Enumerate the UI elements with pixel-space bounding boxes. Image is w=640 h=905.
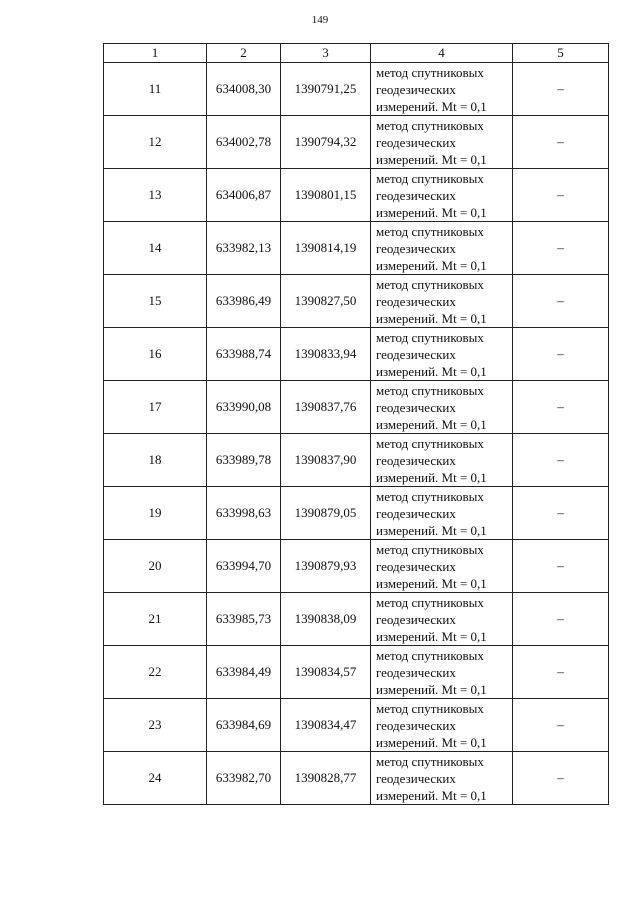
method-text-line: измерений. Mt = 0,1 [376,310,487,326]
method-text-line: измерений. Mt = 0,1 [376,681,487,697]
note-cell: – [513,593,609,646]
table-row [104,699,609,752]
method-text-line: измерений. Mt = 0,1 [376,204,487,220]
method-text-line: метод спутниковых [376,382,484,398]
method-text-line: геодезических [376,346,456,362]
point-number-cell: 16 [104,328,207,381]
method-text-line: геодезических [376,717,456,733]
y-coordinate-cell: 1390801,15 [281,169,371,222]
method-text-line: геодезических [376,240,456,256]
y-coordinate-cell: 1390794,32 [281,116,371,169]
table-row [104,752,609,805]
x-coordinate-cell: 633984,49 [207,646,281,699]
point-number-cell: 18 [104,434,207,487]
y-coordinate-cell: 1390837,90 [281,434,371,487]
y-coordinate-cell: 1390834,47 [281,699,371,752]
note-cell: – [513,222,609,275]
column-header-3: 3 [281,44,371,63]
method-text-line: метод спутниковых [376,647,484,663]
method-text-line: геодезических [376,558,456,574]
method-text-line: метод спутниковых [376,541,484,557]
x-coordinate-cell: 633985,73 [207,593,281,646]
method-text-line: метод спутниковых [376,223,484,239]
y-coordinate-cell: 1390834,57 [281,646,371,699]
method-text-line: метод спутниковых [376,594,484,610]
x-coordinate-cell: 634008,30 [207,63,281,116]
note-cell: – [513,752,609,805]
table-row [104,434,609,487]
method-text-line: метод спутниковых [376,170,484,186]
method-text-line: метод спутниковых [376,64,484,80]
method-text-line: измерений. Mt = 0,1 [376,628,487,644]
method-cell [371,222,513,275]
method-text-line: измерений. Mt = 0,1 [376,363,487,379]
page-number: 149 [311,14,329,26]
note-cell: – [513,63,609,116]
point-number-cell: 24 [104,752,207,805]
point-number-cell: 22 [104,646,207,699]
method-text-line: геодезических [376,134,456,150]
note-cell: – [513,487,609,540]
table-row [104,646,609,699]
y-coordinate-cell: 1390838,09 [281,593,371,646]
x-coordinate-cell: 633982,70 [207,752,281,805]
method-text-line: геодезических [376,187,456,203]
column-header-5: 5 [513,44,609,63]
point-number-cell: 13 [104,169,207,222]
note-cell: – [513,328,609,381]
column-header-4: 4 [371,44,513,63]
method-text-line: метод спутниковых [376,329,484,345]
table-row [104,487,609,540]
method-cell [371,275,513,328]
y-coordinate-cell: 1390879,93 [281,540,371,593]
y-coordinate-cell: 1390791,25 [281,63,371,116]
note-cell: – [513,169,609,222]
table-row [104,63,609,116]
table-row [104,169,609,222]
x-coordinate-cell: 633986,49 [207,275,281,328]
x-coordinate-cell: 633994,70 [207,540,281,593]
table-body [104,63,609,805]
point-number-cell: 14 [104,222,207,275]
method-text-line: метод спутниковых [376,435,484,451]
x-coordinate-cell: 633984,69 [207,699,281,752]
method-text-line: измерений. Mt = 0,1 [376,522,487,538]
table-row [104,116,609,169]
y-coordinate-cell: 1390837,76 [281,381,371,434]
method-text-line: измерений. Mt = 0,1 [376,469,487,485]
method-text-line: измерений. Mt = 0,1 [376,734,487,750]
method-cell [371,116,513,169]
method-text-line: метод спутниковых [376,700,484,716]
y-coordinate-cell: 1390827,50 [281,275,371,328]
point-number-cell: 12 [104,116,207,169]
point-number-cell: 19 [104,487,207,540]
method-cell [371,752,513,805]
x-coordinate-cell: 633988,74 [207,328,281,381]
method-cell [371,487,513,540]
column-header-2: 2 [207,44,281,63]
table-row [104,222,609,275]
table-row [104,540,609,593]
method-cell [371,540,513,593]
method-cell [371,593,513,646]
table-row [104,275,609,328]
method-cell [371,646,513,699]
table-header [104,44,609,63]
x-coordinate-cell: 633990,08 [207,381,281,434]
x-coordinate-cell: 634006,87 [207,169,281,222]
method-text-line: измерений. Mt = 0,1 [376,787,487,803]
method-cell [371,381,513,434]
method-text-line: метод спутниковых [376,117,484,133]
method-text-line: метод спутниковых [376,488,484,504]
note-cell: – [513,116,609,169]
method-text-line: измерений. Mt = 0,1 [376,151,487,167]
x-coordinate-cell: 633998,63 [207,487,281,540]
method-cell [371,328,513,381]
point-number-cell: 23 [104,699,207,752]
method-text-line: геодезических [376,452,456,468]
method-text-line: геодезических [376,611,456,627]
note-cell: – [513,434,609,487]
method-cell [371,63,513,116]
method-text-line: метод спутниковых [376,753,484,769]
method-text-line: геодезических [376,81,456,97]
header-row [104,44,609,63]
method-text-line: измерений. Mt = 0,1 [376,416,487,432]
point-number-cell: 20 [104,540,207,593]
table-row [104,593,609,646]
method-text-line: геодезических [376,770,456,786]
note-cell: – [513,381,609,434]
method-text-line: геодезических [376,293,456,309]
method-text-line: геодезических [376,505,456,521]
method-text-line: геодезических [376,399,456,415]
y-coordinate-cell: 1390879,05 [281,487,371,540]
point-number-cell: 15 [104,275,207,328]
method-text-line: измерений. Mt = 0,1 [376,575,487,591]
point-number-cell: 21 [104,593,207,646]
x-coordinate-cell: 633989,78 [207,434,281,487]
method-cell [371,169,513,222]
method-cell [371,434,513,487]
y-coordinate-cell: 1390828,77 [281,752,371,805]
note-cell: – [513,540,609,593]
method-cell [371,699,513,752]
note-cell: – [513,699,609,752]
point-number-cell: 17 [104,381,207,434]
method-text-line: измерений. Mt = 0,1 [376,98,487,114]
method-text-line: измерений. Mt = 0,1 [376,257,487,273]
x-coordinate-cell: 633982,13 [207,222,281,275]
coordinates-table [103,43,609,805]
y-coordinate-cell: 1390814,19 [281,222,371,275]
column-header-1: 1 [104,44,207,63]
note-cell: – [513,646,609,699]
note-cell: – [513,275,609,328]
x-coordinate-cell: 634002,78 [207,116,281,169]
y-coordinate-cell: 1390833,94 [281,328,371,381]
table-row [104,381,609,434]
method-text-line: геодезических [376,664,456,680]
point-number-cell: 11 [104,63,207,116]
method-text-line: метод спутниковых [376,276,484,292]
table-row [104,328,609,381]
